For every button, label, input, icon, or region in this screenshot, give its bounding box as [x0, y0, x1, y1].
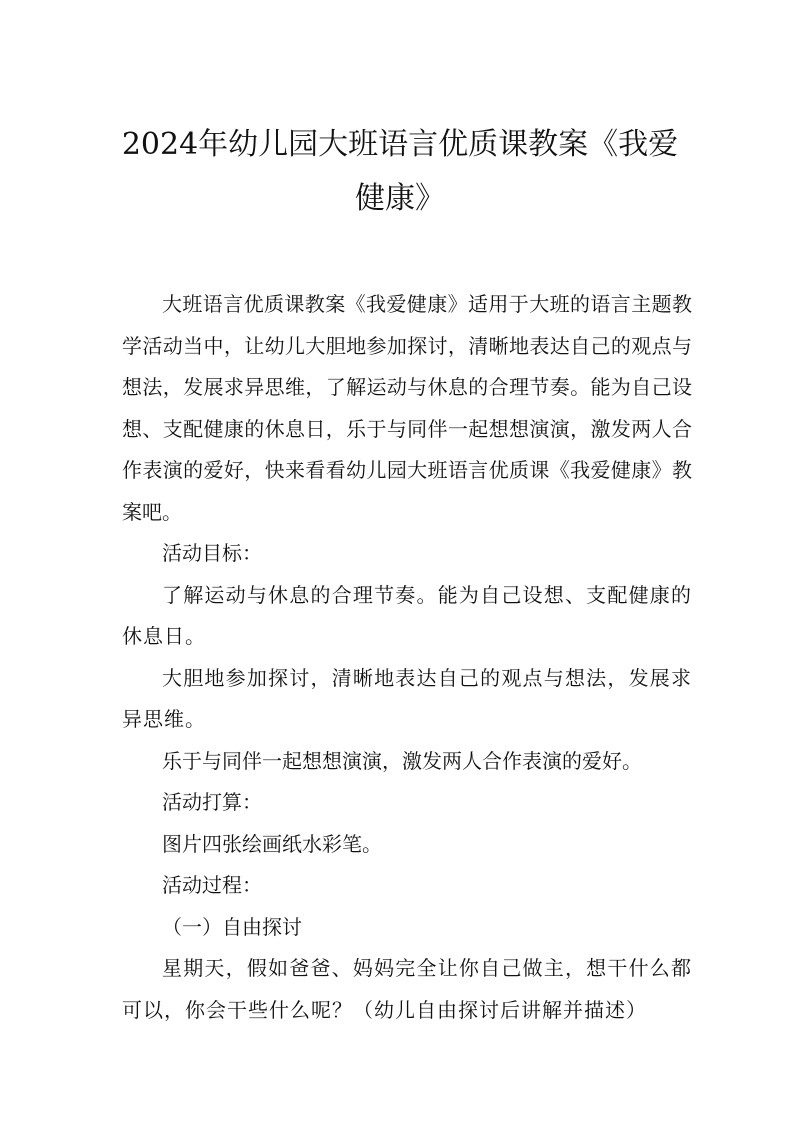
section-heading-preparation: 活动打算：: [162, 790, 262, 814]
objective-item: 了解运动与休息的合理节奏。能为自己设想、支配健康的休息日。: [122, 582, 692, 648]
section-heading-objectives: 活动目标：: [162, 541, 262, 565]
process-paragraph: 星期天，假如爸爸、妈妈完全让你自己做主，想干什么都可以，你会干些什么呢？（幼儿自由探讨后讲解并描述）: [122, 956, 692, 1022]
document-title: 2024年幼儿园大班语言优质课教案《我爱健康》: [121, 127, 679, 216]
preparation-item: 图片四张绘画纸水彩笔。: [162, 831, 382, 856]
intro-paragraph: 大班语言优质课教案《我爱健康》适用于大班的语言主题教学活动当中，让幼儿大胆地参加探讨，清晰地表达自己的观点与想法，发展求异思维，了解运动与休息的合理节奏。能为自己设想、支配健康的休息日，乐于与同伴一起想想演演，激发两人合作表演的爱好，快来看看幼儿园大班语言优质课《我爱健康》教案吧。: [122, 292, 692, 524]
objective-item: 大胆地参加探讨，清晰地表达自己的观点与想法，发展求异思维。: [122, 665, 692, 731]
process-subheading: （一）自由探讨: [162, 914, 302, 939]
document-body: [122, 284, 692, 1031]
section-heading-process: 活动过程：: [162, 873, 262, 897]
objective-item: 乐于与同伴一起想想演演，激发两人合作表演的爱好。: [162, 748, 642, 773]
